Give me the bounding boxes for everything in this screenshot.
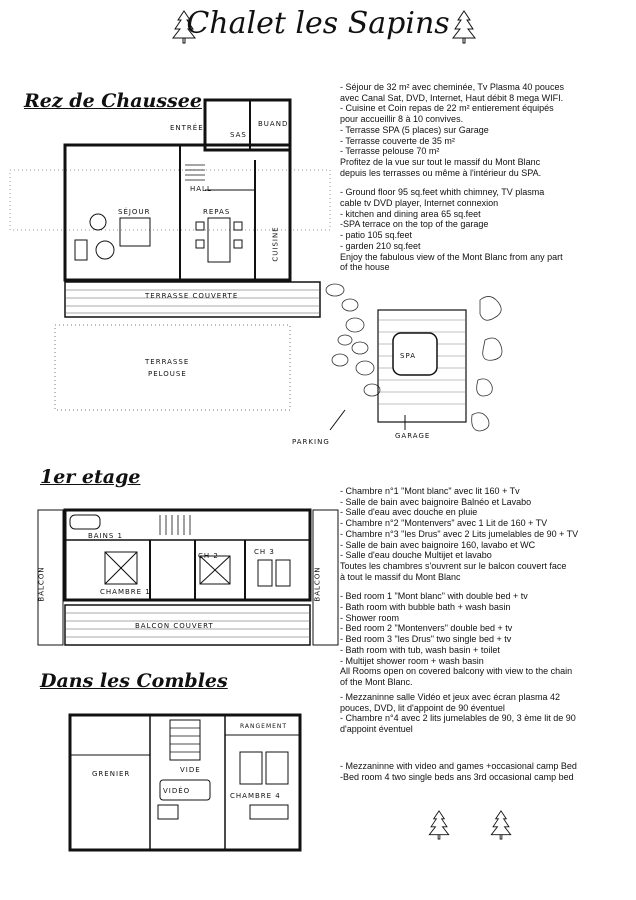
attic-fr-line: - Mezzaninne salle Vidéo et jeux avec écran plasma 42 — [340, 692, 560, 702]
ground-en-line: - kitchen and dining area 65 sq.feet — [340, 208, 481, 219]
first-en-line: - Bath room with tub, wash basin + toilet — [340, 644, 500, 655]
plan-label-balcon-left: BALCON — [37, 566, 46, 602]
plan-label-hall: HALL — [190, 185, 212, 193]
ground-en-line: of the house — [340, 262, 390, 273]
plan-label-terrasse: TERRASSE — [145, 358, 190, 366]
ground-en-line: - Ground floor 95 sq.feet whith chimney, TV plasma — [340, 187, 545, 198]
ground-fr-line: avec Canal Sat, DVD, Internet, Haut débit 8 mega WIFI. — [340, 92, 564, 103]
first-fr-line: - Chambre n°1 "Mont blanc" avec lit 160 + Tv — [340, 486, 520, 496]
first-en-line: - Bed room 2 "Montenvers" double bed + tv — [340, 623, 513, 634]
plan-label-chambre4: CHAMBRE 4 — [230, 792, 281, 800]
first-en-line: - Multijet shower room + wash basin — [340, 655, 484, 666]
plan-label-video: VIDÉO — [163, 787, 191, 795]
plan-label-spa: SPA — [400, 352, 417, 360]
first-en-line: of the Mont Blanc. — [340, 676, 413, 687]
ground-fr-line: - Terrasse SPA (5 places) sur Garage — [340, 124, 489, 135]
plan-label-parking: PARKING — [292, 438, 330, 446]
first-fr-line: à tout le massif du Mont Blanc — [340, 571, 461, 582]
section-heading-first: 1er etage — [40, 466, 141, 488]
pine-tree-icon — [428, 810, 450, 840]
plan-label-terrasse-couverte: TERRASSE COUVERTE — [145, 292, 239, 300]
attic-fr-line: d'appoint éventuel — [340, 724, 413, 735]
plan-label-ch3: CH 3 — [254, 548, 275, 556]
ground-fr-line: - Séjour de 32 m² avec cheminée, Tv Plasma 40 pouces — [340, 82, 564, 92]
first-fr-line: - Chambre n°2 "Montenvers" avec 1 Lit de 160 + TV — [340, 518, 548, 529]
attic-fr-line: - Chambre n°4 avec 2 lits jumelables de 90, 3 ème lit de 90 — [340, 713, 576, 724]
first-fr-line: - Salle d'eau douche Multijet et lavabo — [340, 550, 492, 561]
plan-label-cuisine: CUISINE — [271, 226, 280, 262]
ground-fr-line: Profitez de la vue sur tout le massif du Mont Blanc — [340, 156, 541, 167]
ground-en-line: - patio 105 sq.feet — [340, 230, 413, 241]
first-en-line: - Bath room with bubble bath + wash basin — [340, 602, 511, 613]
plan-label-balcon-couvert: BALCON COUVERT — [135, 622, 214, 630]
ground-fr-line: - Cuisine et Coin repas de 22 m² entierement équipés — [340, 103, 554, 114]
plan-label-pelouse: PELOUSE — [148, 370, 187, 378]
plan-label-grenier: GRENIER — [92, 770, 131, 778]
plan-label-buand: BUAND — [258, 120, 289, 128]
first-fr-line: - Chambre n°3 "les Drus" avec 2 Lits jumelables de 90 + TV — [340, 528, 579, 539]
plan-label-repas: REPAS — [203, 208, 231, 216]
first-en-line: - Bed room 3 "les Drus" two single bed + tv — [340, 634, 512, 645]
ground-en-line: -SPA terrace on the top of the garage — [340, 219, 489, 230]
ground-en-line: Enjoy the fabulous view of the Mont Blanc from any part — [340, 251, 563, 262]
first-fr-line: - Salle de bain avec baignoire 160, lavabo et WC — [340, 539, 536, 550]
page-title: Chalet les Sapins — [186, 6, 450, 41]
first-fr-line: - Salle d'eau avec douche en pluie — [340, 507, 478, 518]
pine-tree-icon — [490, 810, 512, 840]
plan-label-sejour: SÉJOUR — [118, 208, 151, 216]
ground-fr-line: - Terrasse couverte de 35 m² — [340, 135, 455, 146]
plan-label-sas: SAS — [230, 131, 247, 139]
ground-fr-line: depuis les terrasses ou même à l'intérieur du SPA. — [340, 167, 542, 178]
plan-label-balcon-right: BALCON — [313, 566, 322, 602]
first-fr-line: - Salle de bain avec baignoire Balnéo et Lavabo — [340, 496, 532, 507]
first-en-line: - Bed room 1 "Mont blanc" with double bed + tv — [340, 591, 528, 602]
plan-label-chambre1: CHAMBRE 1 — [100, 588, 151, 596]
plan-label-entree: ENTRÉE — [170, 124, 204, 132]
attic-description — [340, 692, 577, 782]
ground-en-line: - garden 210 sq.feet — [340, 240, 421, 251]
ground-en-line: cable tv DVD player, Internet connexion — [340, 198, 499, 209]
attic-en-line: - Mezzaninne with video and games +occasional camp Bed — [340, 760, 577, 771]
first-en-line: All Rooms open on covered balcony with view to the chain — [340, 666, 573, 677]
plan-label-ch2: CH 2 — [198, 552, 219, 560]
plan-label-garage: GARAGE — [395, 432, 431, 440]
ground-fr-line: pour accueillir 8 à 10 convives. — [340, 114, 464, 125]
first-fr-line: Toutes les chambres s'ouvrent sur le balcon couvert face — [340, 560, 567, 571]
section-heading-ground: Rez de Chaussee — [24, 90, 202, 112]
ground-fr-line: - Terrasse pelouse 70 m² — [340, 146, 440, 157]
plan-label-rangement: RANGEMENT — [240, 723, 288, 730]
first-en-line: - Shower room — [340, 612, 400, 623]
attic-fr-line: pouces, DVD, lit d'appoint de 90 éventuel — [340, 702, 505, 713]
plan-label-vide: VIDE — [180, 766, 201, 774]
plan-label-bains1: BAINS 1 — [88, 532, 124, 540]
attic-en-line: -Bed room 4 two single beds ans 3rd occasional camp bed — [340, 771, 574, 782]
section-heading-attic: Dans les Combles — [40, 670, 228, 692]
